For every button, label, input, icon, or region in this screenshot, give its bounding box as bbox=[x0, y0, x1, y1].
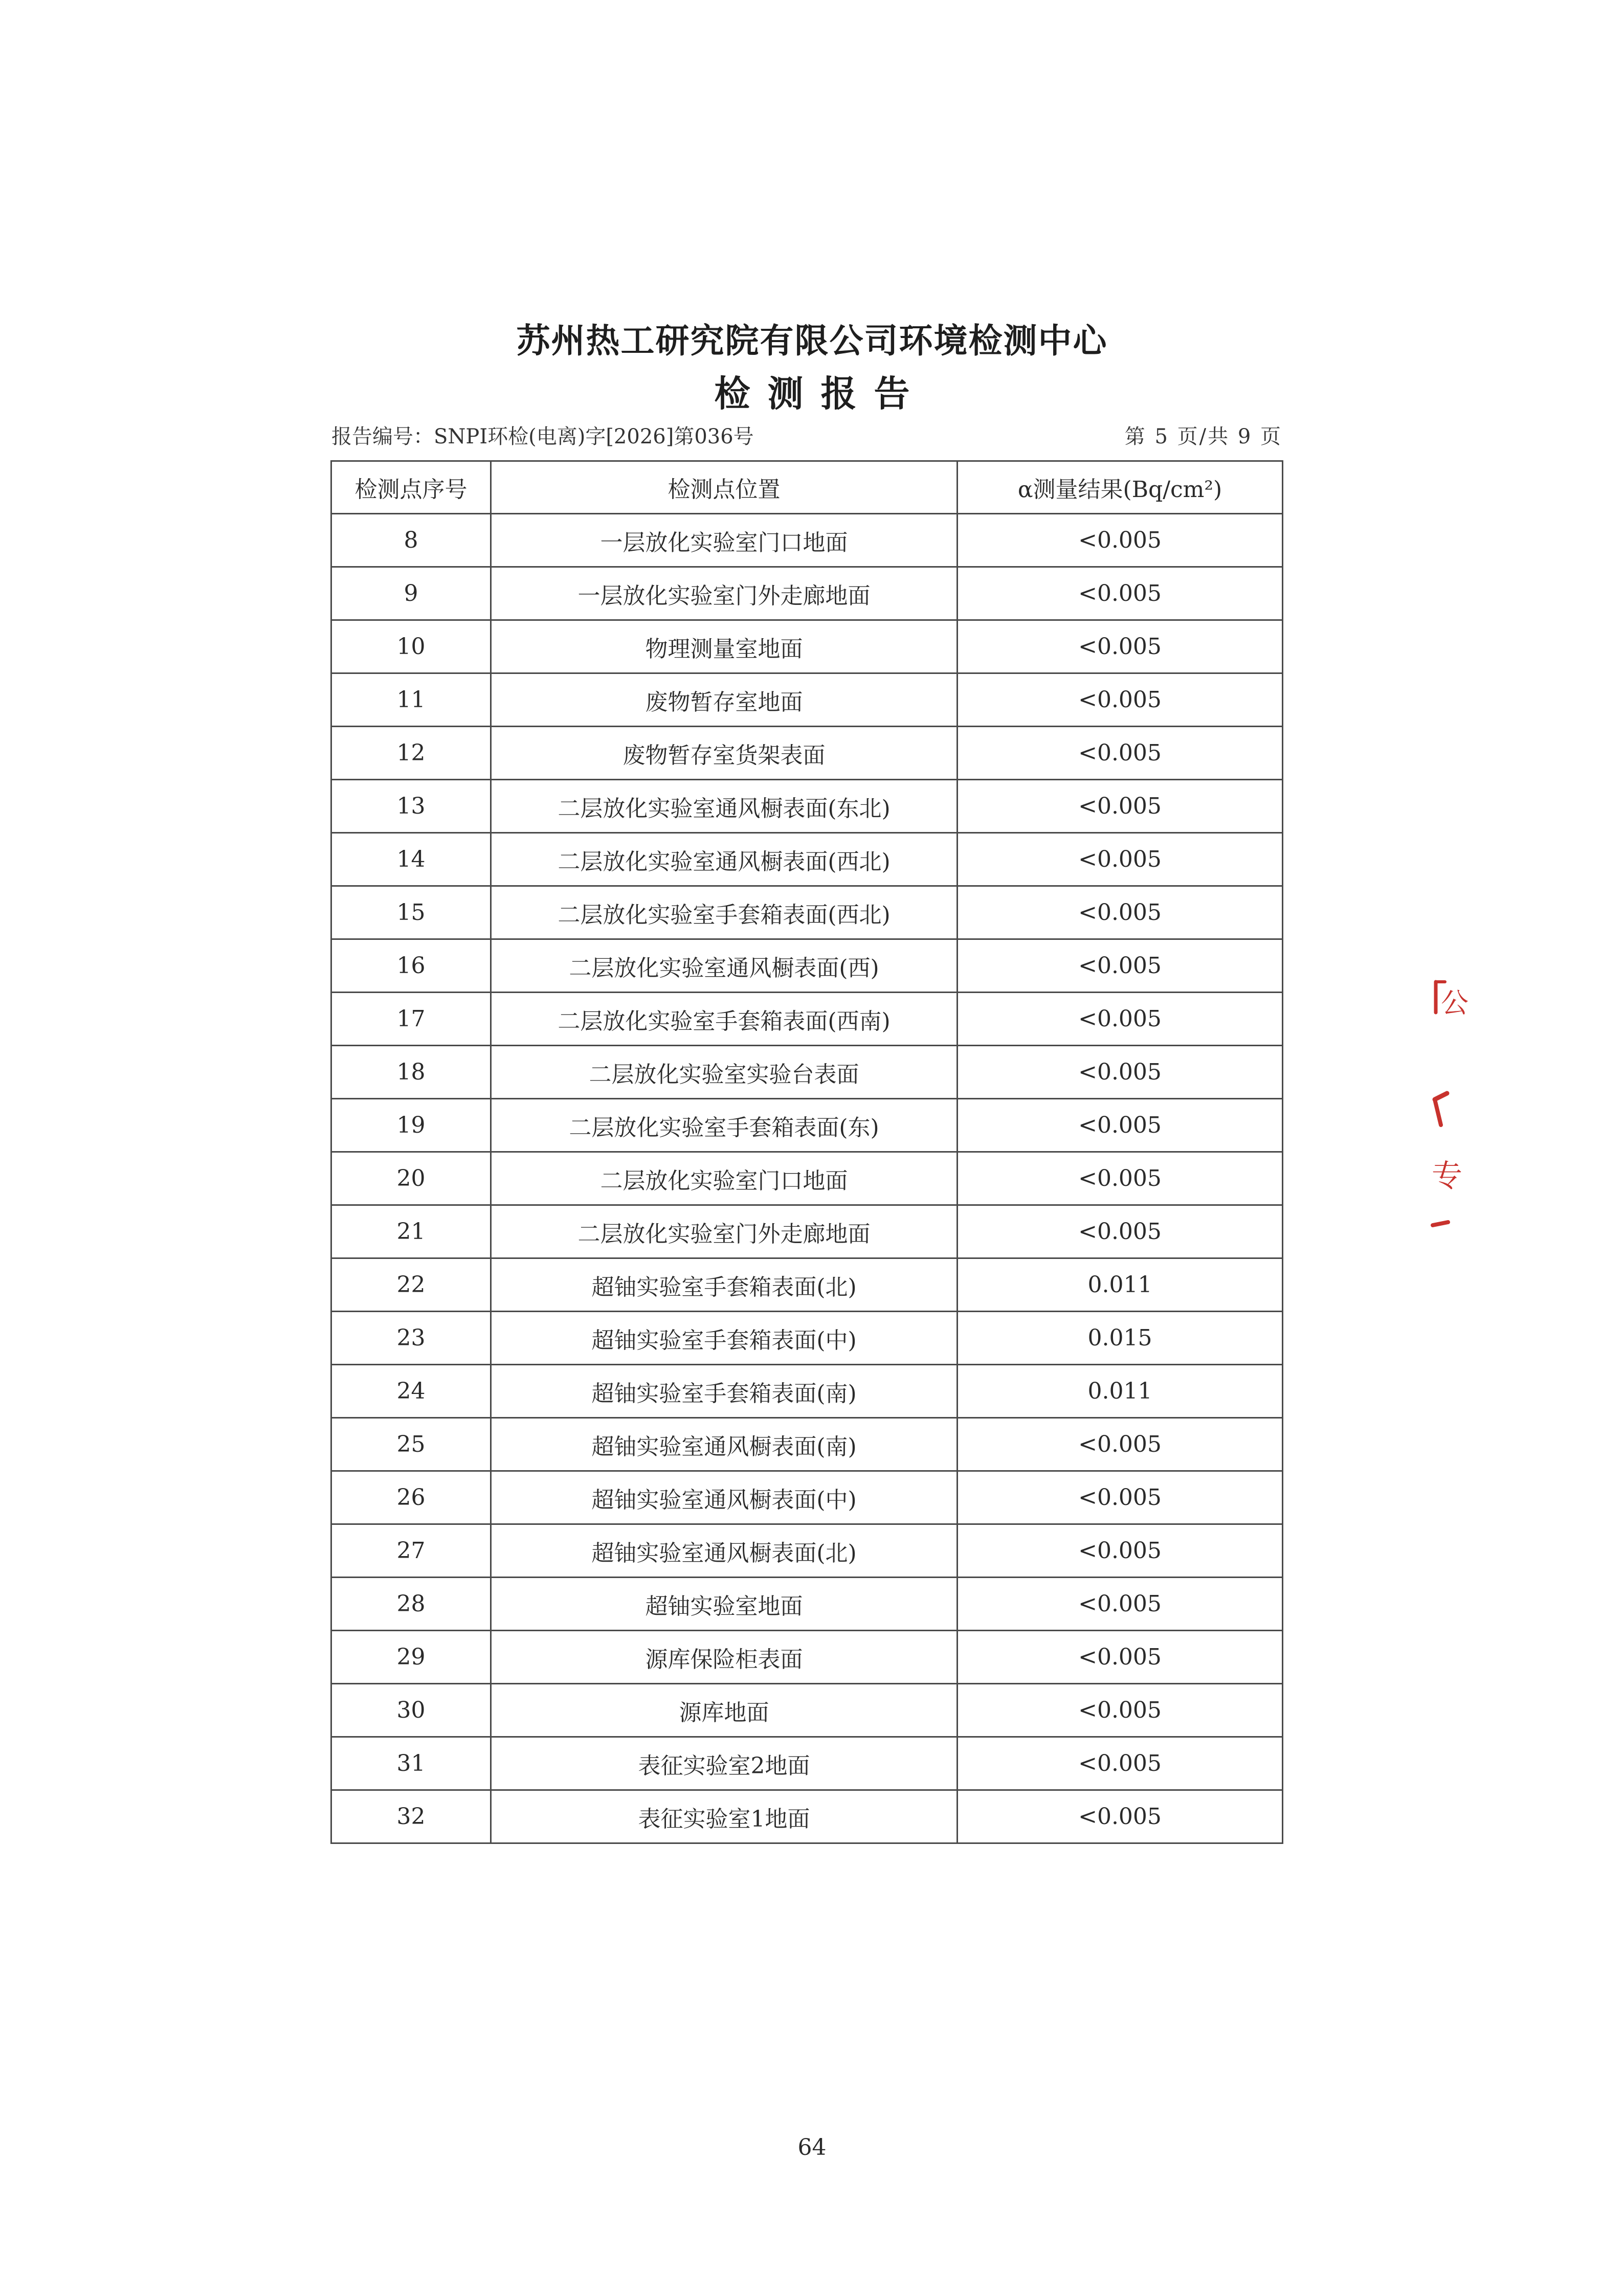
cell-location: 二层放化实验室通风橱表面(西) bbox=[491, 939, 958, 993]
table-row bbox=[331, 1578, 1283, 1631]
table-row bbox=[331, 939, 1283, 993]
cell-point-no: 23 bbox=[331, 1312, 491, 1365]
cell-location: 源库地面 bbox=[491, 1684, 958, 1737]
table-row bbox=[331, 1365, 1283, 1418]
cell-location: 二层放化实验室门口地面 bbox=[491, 1152, 958, 1205]
table-row bbox=[331, 1524, 1283, 1578]
cell-point-no: 18 bbox=[331, 1046, 491, 1099]
cell-location: 二层放化实验室门外走廊地面 bbox=[491, 1205, 958, 1258]
results-table bbox=[330, 460, 1283, 1844]
cell-alpha-result: 0.011 bbox=[958, 1365, 1283, 1418]
cell-location: 超铀实验室手套箱表面(北) bbox=[491, 1258, 958, 1312]
cell-point-no: 15 bbox=[331, 886, 491, 939]
cell-location: 超铀实验室通风橱表面(南) bbox=[491, 1418, 958, 1471]
cell-alpha-result: <0.005 bbox=[958, 1790, 1283, 1843]
organization-title: 苏州热工研究院有限公司环境检测中心 bbox=[516, 321, 1108, 361]
table-row bbox=[331, 567, 1283, 620]
cell-alpha-result: 0.011 bbox=[958, 1258, 1283, 1312]
cell-point-no: 22 bbox=[331, 1258, 491, 1312]
table-row bbox=[331, 1312, 1283, 1365]
cell-point-no: 16 bbox=[331, 939, 491, 993]
table-row bbox=[331, 1631, 1283, 1684]
cell-location: 二层放化实验室手套箱表面(东) bbox=[491, 1099, 958, 1152]
column-header-point-no: 检测点序号 bbox=[331, 461, 491, 514]
cell-location: 废物暂存室货架表面 bbox=[491, 727, 958, 780]
cell-alpha-result: <0.005 bbox=[958, 1471, 1283, 1524]
cell-point-no: 30 bbox=[331, 1684, 491, 1737]
table-body bbox=[331, 514, 1283, 1843]
cell-location: 一层放化实验室门口地面 bbox=[491, 514, 958, 567]
cell-point-no: 13 bbox=[331, 780, 491, 833]
table-header-row bbox=[331, 461, 1283, 514]
table-row bbox=[331, 673, 1283, 727]
cell-point-no: 24 bbox=[331, 1365, 491, 1418]
cell-location: 表征实验室1地面 bbox=[491, 1790, 958, 1843]
table-row bbox=[331, 1258, 1283, 1312]
cell-point-no: 31 bbox=[331, 1737, 491, 1790]
cell-location: 一层放化实验室门外走廊地面 bbox=[491, 567, 958, 620]
cell-point-no: 17 bbox=[331, 993, 491, 1046]
cell-alpha-result: <0.005 bbox=[958, 1524, 1283, 1578]
column-header-location: 检测点位置 bbox=[491, 461, 958, 514]
cell-alpha-result: <0.005 bbox=[958, 1099, 1283, 1152]
cell-point-no: 8 bbox=[331, 514, 491, 567]
page-info: 第 5 页/共 9 页 bbox=[1124, 425, 1282, 448]
cell-alpha-result: <0.005 bbox=[958, 780, 1283, 833]
table-row bbox=[331, 1152, 1283, 1205]
cell-alpha-result: <0.005 bbox=[958, 993, 1283, 1046]
cell-location: 源库保险柜表面 bbox=[491, 1631, 958, 1684]
cell-location: 废物暂存室地面 bbox=[491, 673, 958, 727]
table-row bbox=[331, 620, 1283, 673]
table-row bbox=[331, 1684, 1283, 1737]
page-number: 64 bbox=[797, 2134, 827, 2160]
cell-alpha-result: <0.005 bbox=[958, 514, 1283, 567]
cell-alpha-result: <0.005 bbox=[958, 833, 1283, 886]
cell-location: 二层放化实验室通风橱表面(东北) bbox=[491, 780, 958, 833]
cell-alpha-result: <0.005 bbox=[958, 886, 1283, 939]
cell-alpha-result: 0.015 bbox=[958, 1312, 1283, 1365]
table-row bbox=[331, 1205, 1283, 1258]
table-row bbox=[331, 886, 1283, 939]
cell-point-no: 32 bbox=[331, 1790, 491, 1843]
table-row bbox=[331, 514, 1283, 567]
cell-location: 二层放化实验室手套箱表面(西北) bbox=[491, 886, 958, 939]
table-row bbox=[331, 1790, 1283, 1843]
cell-location: 超铀实验室手套箱表面(南) bbox=[491, 1365, 958, 1418]
cell-point-no: 9 bbox=[331, 567, 491, 620]
cell-point-no: 25 bbox=[331, 1418, 491, 1471]
cell-alpha-result: <0.005 bbox=[958, 1205, 1283, 1258]
cell-alpha-result: <0.005 bbox=[958, 1418, 1283, 1471]
table-row bbox=[331, 1099, 1283, 1152]
cell-point-no: 21 bbox=[331, 1205, 491, 1258]
column-header-alpha-result: α测量结果(Bq/cm²) bbox=[958, 461, 1283, 514]
cell-alpha-result: <0.005 bbox=[958, 1684, 1283, 1737]
cell-alpha-result: <0.005 bbox=[958, 673, 1283, 727]
cell-alpha-result: <0.005 bbox=[958, 1152, 1283, 1205]
cell-point-no: 14 bbox=[331, 833, 491, 886]
cell-point-no: 10 bbox=[331, 620, 491, 673]
table-row bbox=[331, 833, 1283, 886]
cell-point-no: 27 bbox=[331, 1524, 491, 1578]
table-row bbox=[331, 1737, 1283, 1790]
report-number: 报告编号：SNPI环检(电离)字[2026]第036号 bbox=[331, 425, 754, 448]
seal-glyph-zhuan: 专 bbox=[1432, 1158, 1462, 1194]
cell-alpha-result: <0.005 bbox=[958, 727, 1283, 780]
cell-alpha-result: <0.005 bbox=[958, 620, 1283, 673]
table-row bbox=[331, 780, 1283, 833]
cell-location: 表征实验室2地面 bbox=[491, 1737, 958, 1790]
table-row bbox=[331, 993, 1283, 1046]
cell-point-no: 20 bbox=[331, 1152, 491, 1205]
table-row bbox=[331, 1418, 1283, 1471]
cell-point-no: 28 bbox=[331, 1578, 491, 1631]
cell-point-no: 29 bbox=[331, 1631, 491, 1684]
cell-alpha-result: <0.005 bbox=[958, 1737, 1283, 1790]
cell-alpha-result: <0.005 bbox=[958, 1046, 1283, 1099]
cell-alpha-result: <0.005 bbox=[958, 1631, 1283, 1684]
cell-alpha-result: <0.005 bbox=[958, 1578, 1283, 1631]
cell-alpha-result: <0.005 bbox=[958, 567, 1283, 620]
cell-point-no: 26 bbox=[331, 1471, 491, 1524]
cell-location: 物理测量室地面 bbox=[491, 620, 958, 673]
cell-location: 超铀实验室通风橱表面(中) bbox=[491, 1471, 958, 1524]
cell-location: 超铀实验室地面 bbox=[491, 1578, 958, 1631]
table-row bbox=[331, 727, 1283, 780]
cell-point-no: 12 bbox=[331, 727, 491, 780]
cell-location: 超铀实验室通风橱表面(北) bbox=[491, 1524, 958, 1578]
seal-fragment-icon bbox=[1430, 972, 1469, 1237]
cell-location: 二层放化实验室实验台表面 bbox=[491, 1046, 958, 1099]
cell-location: 二层放化实验室手套箱表面(西南) bbox=[491, 993, 958, 1046]
cell-location: 超铀实验室手套箱表面(中) bbox=[491, 1312, 958, 1365]
cell-point-no: 11 bbox=[331, 673, 491, 727]
table-row bbox=[331, 1046, 1283, 1099]
report-title: 检测报告 bbox=[714, 373, 927, 415]
table-row bbox=[331, 1471, 1283, 1524]
cell-alpha-result: <0.005 bbox=[958, 939, 1283, 993]
seal-glyph-gong: 公 bbox=[1441, 987, 1469, 1019]
cell-location: 二层放化实验室通风橱表面(西北) bbox=[491, 833, 958, 886]
cell-point-no: 19 bbox=[331, 1099, 491, 1152]
